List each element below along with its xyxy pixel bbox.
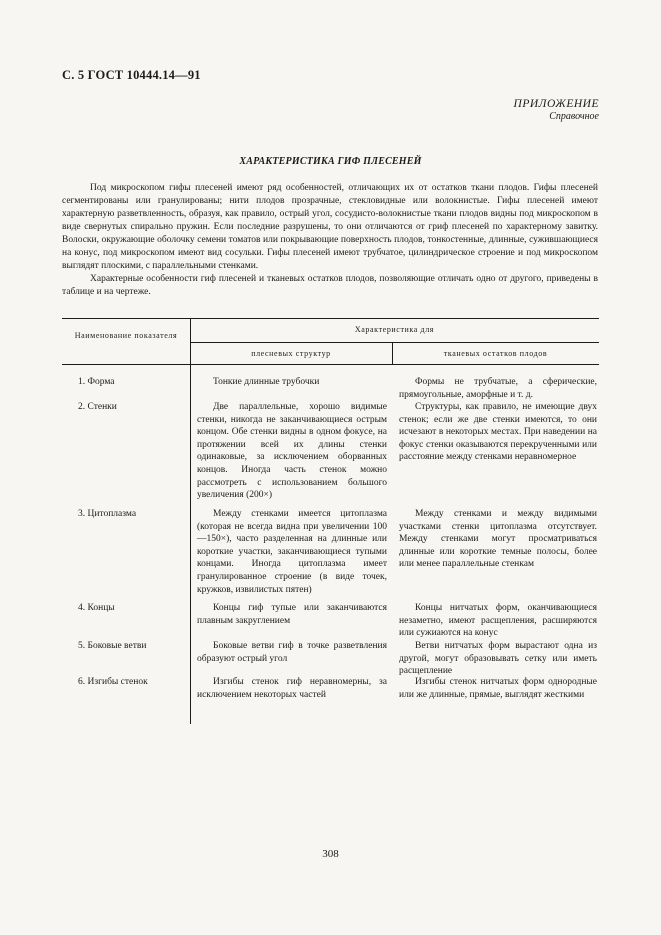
header-group: Характеристика для bbox=[354, 325, 435, 334]
row-mold: Изгибы стенок гиф неравномерны, за исключением некоторых частей bbox=[197, 677, 387, 700]
row-name: 4. Концы bbox=[78, 603, 115, 613]
row-tissue: Концы нитчатых форм, оканчивающиеся незаметно, имеют расщепления, расширяются или сужиаются на конус bbox=[399, 603, 597, 639]
table-top-rule bbox=[62, 318, 599, 319]
page-header: С. 5 ГОСТ 10444.14—91 bbox=[62, 68, 201, 82]
row-mold: Боковые ветви гиф в точке разветвления образуют острый угол bbox=[197, 641, 387, 664]
row-tissue: Формы не трубчатые, а сферические, прямоугольные, аморфные и т. д. bbox=[399, 377, 597, 400]
appendix-label bbox=[514, 98, 599, 122]
row-tissue: Структуры, как правило, не имеющие двух стенок; если же две стенки имеются, то они исчезают в некоторых местах. При наведении на фокус стенки оказываются перекрученными или расстояние между стенками неравномерное bbox=[399, 402, 597, 463]
row-name: 1. Форма bbox=[78, 377, 115, 387]
row-mold: Тонкие длинные трубочки bbox=[213, 377, 320, 387]
header-mold: плесневых структур bbox=[251, 349, 331, 358]
intro-text bbox=[62, 182, 598, 299]
row-mold: Между стенками имеется цитоплазма (которая не всегда видна при увеличении 100—150×), часто разделенная на длинные или короткие участки, заканчивающиеся тупыми концами. Иногда цитоплазма имеет гранулированное строение (в виде точек, кружков, извилистых пятен) bbox=[197, 509, 387, 595]
row-tissue: Изгибы стенок нитчатых форм однородные или же длинные, прямые, выглядят жесткими bbox=[399, 677, 597, 700]
row-name: 3. Цитоплазма bbox=[78, 509, 137, 519]
table-header-rule bbox=[62, 364, 599, 365]
row-tissue: Ветви нитчатых форм вырастают одна из другой, могут образовывать сетку или иметь расщепление bbox=[399, 641, 597, 677]
row-name: 2. Стенки bbox=[78, 402, 117, 412]
table-subheader-rule bbox=[190, 342, 599, 343]
row-tissue: Между стенками и между видимыми участками стенки цитоплазма отсутствует. Между стенками могут просматриваться длинные или короткие темные полосы, более или менее параллельные стенкам bbox=[399, 509, 597, 570]
row-name: 5. Боковые ветви bbox=[78, 641, 147, 651]
appendix-title: ПРИЛОЖЕНИЕ bbox=[513, 98, 599, 110]
row-mold: Концы гиф тупые или заканчиваются плавным закруглением bbox=[197, 603, 387, 626]
row-mold: Две параллельные, хорошо видимые стенки, никогда не заканчивающиеся острым концом. Обе стенки видны в одном фокусе, на протяжении всей их длины стенки одинаковые, за исключением оборванных концов. Иногда часть стенок можно рассмотреть с использованием большого увеличения (200×) bbox=[197, 402, 387, 501]
header-tissue: тканевых остатков плодов bbox=[443, 349, 548, 358]
header-indicator: Наименование показателя bbox=[74, 331, 178, 340]
page-number: 308 bbox=[322, 848, 339, 860]
table-vline-body bbox=[190, 364, 191, 724]
intro-paragraph-1: Под микроскопом гифы плесеней имеют ряд особенностей, отличающих их от остатков ткани плодов. Гифы плесеней сегментированы или гранулированы; нити плодов прозрачные, стекловидные или волокнистые. Гифы плесеней имеют характерную разветвленность, образуя, как правило, острый угол, сосудисто-волокнистые ткани плодов видны под микроскопом в виде свернутых спирально пружин. Если последние разрушены, то они отличаются от гриф плесеней по характерному завитку. Волоски, окружающие оболочку семени томатов или покрывающие поверхность плодов, тонкостенные, длинные, сужившающиеся на конус, под микроскопом имеют вид сосульки. Гифы плесеней имеют трубчатое, цилиндрическое строение и под микроскопом выглядят плоскими, с параллельными стенками. bbox=[62, 183, 598, 271]
intro-paragraph-2: Характерные особенности гиф плесеней и тканевых остатков плодов, позволяющие отличать одно от другого, приведены в таблице и на чертеже. bbox=[62, 274, 598, 297]
document-title: ХАРАКТЕРИСТИКА ГИФ ПЛЕСЕНЕЙ bbox=[239, 156, 422, 167]
appendix-subtitle: Справочное bbox=[549, 111, 599, 122]
row-name: 6. Изгибы стенок bbox=[78, 677, 148, 687]
